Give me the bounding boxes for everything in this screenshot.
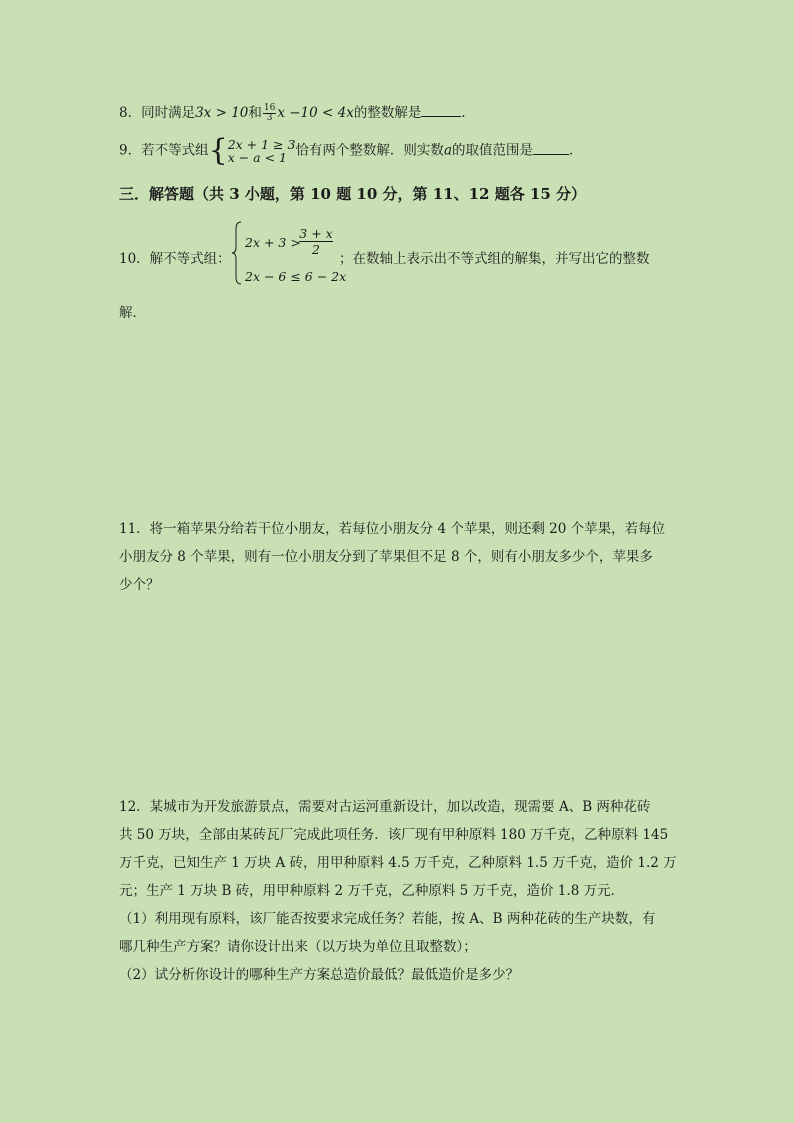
- q8-fraction: $\frac{16}{3}$: [263, 103, 276, 123]
- q8-ineq2: x −10 < 4x: [277, 105, 354, 121]
- q10-label: 10．解不等式组：: [119, 251, 231, 267]
- q12-line6: 哪几种生产方案？请你设计出来（以万块为单位且取整数）；: [119, 939, 477, 955]
- q9-tail: 的取值范围是: [452, 142, 533, 159]
- q10-row1-left: 2x + 3 >: [245, 235, 301, 250]
- q12-line7: （2）试分析你设计的哪种生产方案总造价最低？最低造价是多少？: [119, 967, 520, 983]
- q9-row2: x − a < 1: [227, 150, 287, 165]
- question-11: [119, 515, 665, 599]
- q12-line4: 元；生产 1 万块 B 砖，用甲种原料 2 万千克，乙种原料 5 万千克，造价 1.8 万元．: [119, 883, 625, 899]
- q11-line2: 小朋友分 8 个苹果，则有一位小朋友分到了苹果但不足 8 个，则有小朋友多少个，苹果多: [119, 549, 653, 565]
- q9-end: ．: [569, 142, 583, 159]
- q9-var: a: [443, 142, 452, 159]
- q9-row1: 2x + 1 ≥ 3: [227, 137, 296, 152]
- q8-end: ．: [461, 105, 475, 121]
- section-3-heading: 三．解答题（共 3 小题，第 10 题 10 分，第 11、12 题各 15 分）: [119, 185, 587, 203]
- q8-tail: 的整数解是: [353, 105, 422, 121]
- q11-line3: 少个？: [119, 577, 160, 593]
- q10-text: ；在数轴上表示出不等式组的解集，并写出它的整数: [339, 251, 650, 267]
- q12-line1: 12．某城市为开发旅游景点，需要对古运河重新设计，加以改造，现需要 A、B 两种花砖: [119, 799, 651, 815]
- q10-text2: 解．: [119, 305, 146, 321]
- q9-system: [228, 138, 296, 164]
- q11-line1: 11．将一箱苹果分给若干位小朋友，若每位小朋友分 4 个苹果，则还剩 20 个苹果，若每位: [119, 521, 666, 537]
- question-8: [119, 101, 475, 123]
- q9-brace: {: [208, 133, 228, 168]
- q9-label: 9．若不等式组: [119, 142, 209, 159]
- q8-answer-blank[interactable]: [421, 104, 461, 117]
- question-9: [119, 133, 583, 168]
- q8-and: 和: [248, 105, 262, 121]
- q10-row2: 2x − 6 ≤ 6 − 2x: [245, 269, 347, 284]
- q12-line3: 万千克，已知生产 1 万块 A 砖，用甲种原料 4.5 万千克，乙种原料 1.5 万千克，造价 1.2 万: [119, 855, 677, 871]
- q8-ineq1: 3x > 10: [195, 105, 249, 121]
- q12-line5: （1）利用现有原料，该厂能否按要求完成任务？若能，按 A、B 两种花砖的生产块数，有: [119, 911, 656, 927]
- question-12: [119, 793, 677, 989]
- q10-fraction: $\frac{3 + x}{2}$: [299, 226, 333, 257]
- q9-mid: 恰有两个整数解．则实数: [295, 142, 444, 159]
- q8-label: 8．同时满足: [119, 105, 196, 121]
- q9-answer-blank[interactable]: [533, 142, 569, 155]
- q12-line2: 共 50 万块，全部由某砖瓦厂完成此项任务．该厂现有甲种原料 180 万千克，乙种原料 145: [119, 827, 669, 843]
- q10-brace: [232, 221, 242, 285]
